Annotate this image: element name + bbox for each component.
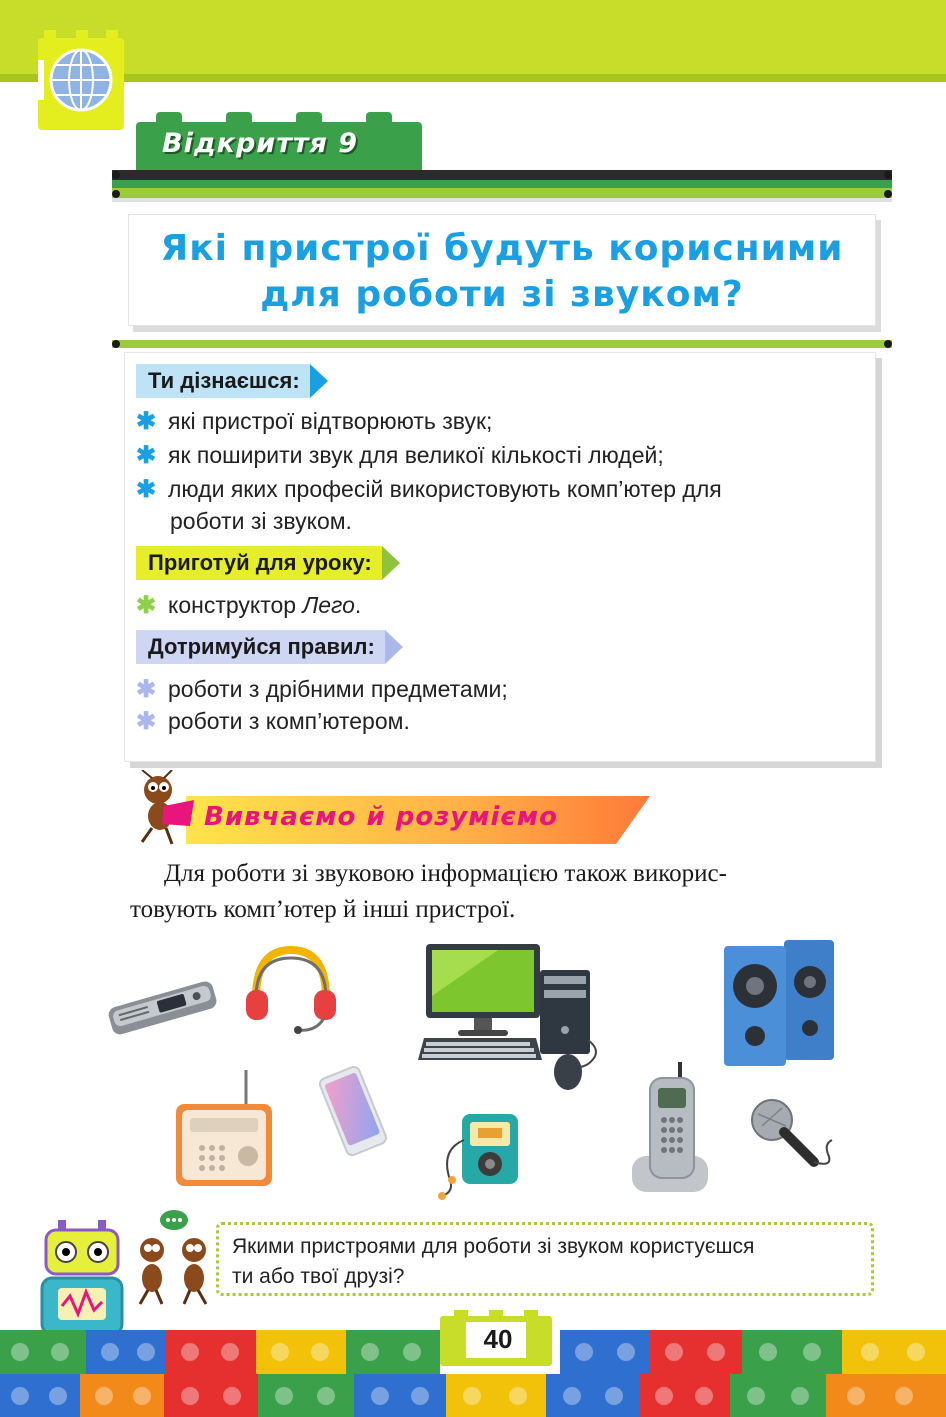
ants-talking-icon <box>130 1208 216 1306</box>
desktop-computer-icon <box>418 940 604 1092</box>
smartphone-icon <box>318 1066 388 1156</box>
lesson-label: Відкриття 9 <box>162 128 359 159</box>
page-title-line1: Які пристрої будуть корисними <box>160 228 844 269</box>
title-band-bottom <box>112 338 892 350</box>
mp3-player-icon <box>430 1110 520 1200</box>
page-number: 40 <box>483 1324 513 1354</box>
microphone-icon <box>748 1096 838 1178</box>
robot-mascot-icon <box>28 1220 138 1338</box>
study-paragraph-line1: Для роботи зі звуковою інформацією також викорис- <box>164 860 727 887</box>
learn-item-continuation: роботи зі звуком. <box>170 508 352 534</box>
learn-item: ✱ як поширити звук для великої кількості людей; <box>136 442 664 469</box>
learn-item: ✱ які пристрої відтворюють звук; <box>136 408 493 435</box>
rules-heading: Дотримуйся правил: <box>136 630 385 664</box>
page-title-line2: для роботи зі звуком? <box>260 274 744 315</box>
question-line1: Якими пристроями для роботи зі звуком користуєшся <box>232 1235 755 1258</box>
speakers-icon <box>720 936 836 1068</box>
study-paragraph-line2: товують комп’ютер й інші пристрої. <box>130 896 516 923</box>
study-heading: Вивчаємо й розуміємо <box>204 802 558 832</box>
top-band <box>0 0 946 74</box>
top-band-line <box>0 74 946 82</box>
globe-icon <box>38 30 124 130</box>
rules-item: ✱ роботи з комп’ютером. <box>136 708 410 735</box>
prepare-item: ✱ конструктор Лего. <box>136 592 362 619</box>
prepare-heading: Приготуй для уроку: <box>136 546 382 580</box>
learn-item: ✱ люди яких професій використовують комп’ютер для <box>136 476 722 503</box>
question-line2: ти або твої друзі? <box>232 1265 405 1288</box>
voice-recorder-icon <box>104 976 220 1036</box>
title-band-top <box>112 170 892 202</box>
learn-heading: Ти дізнаєшся: <box>136 364 310 398</box>
headphones-icon <box>244 944 338 1036</box>
radio-icon <box>172 1064 276 1190</box>
cordless-phone-icon <box>628 1060 712 1196</box>
ant-reading-icon <box>128 770 198 846</box>
rules-item: ✱ роботи з дрібними предметами; <box>136 676 508 703</box>
